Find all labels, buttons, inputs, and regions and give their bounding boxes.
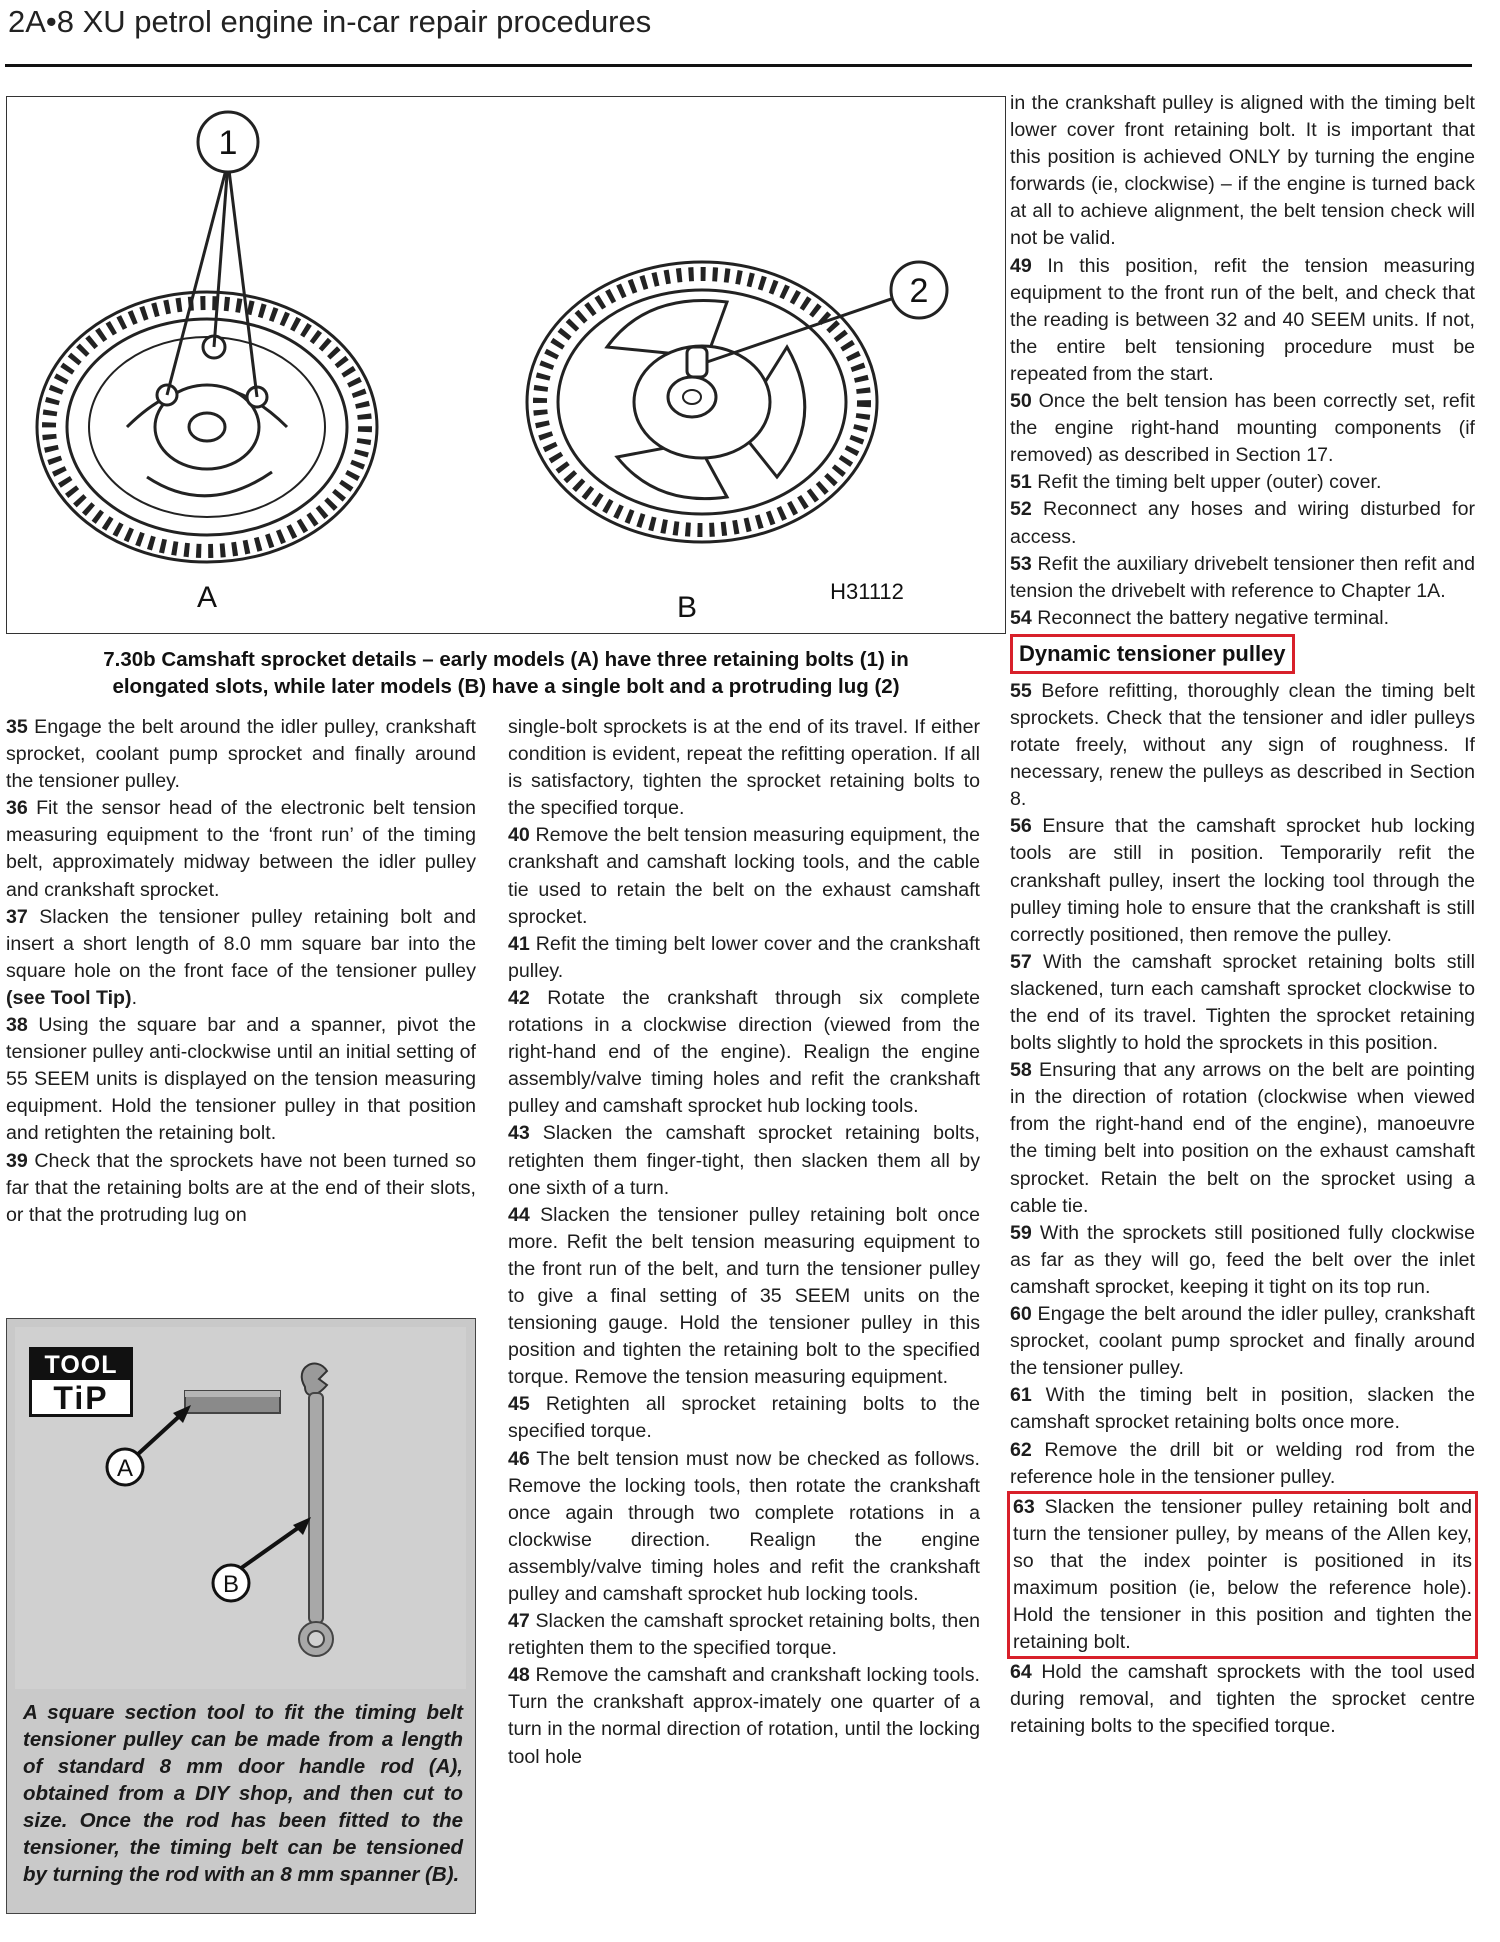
step-text: Using the square bar and a spanner, pivot the tensioner pulley anti-clockwise until an initial setting of 55 SEEM units is displayed on the tension measuring equipment. Hold the tensioner pulley in that position and retighten the retaining bolt. xyxy=(6,1014,476,1145)
callout-2: 2 xyxy=(909,272,929,310)
tool-tip-badge xyxy=(29,1347,133,1417)
step-text: Refit the timing belt lower cover and the crankshaft pulley. xyxy=(508,932,980,982)
step-number: 39 xyxy=(6,1149,28,1172)
paragraph xyxy=(6,904,476,1012)
paragraph xyxy=(6,714,476,795)
step-text: With the timing belt in position, slacken the camshaft sprocket retaining bolts once more. xyxy=(1010,1384,1475,1434)
paragraph xyxy=(508,1391,980,1445)
label-a: A xyxy=(196,581,218,614)
paragraph xyxy=(1010,1382,1475,1436)
step-text: in the crankshaft pulley is aligned with the timing belt lower cover front retaining bolt. It is important that this position is achieved ONLY by turning the engine forwards (ie, clockwise) – if the engine is turned back at all to achieve alignment, the belt tension check will not be valid. xyxy=(1010,92,1475,250)
step-text: With the camshaft sprocket retaining bolts still slackened, turn each camshaft sprocket clockwise to the end of its travel. Tighten the sprocket retaining bolts slightly to hold the sprockets in this position. xyxy=(1010,950,1475,1055)
step-text: Ensure that the camshaft sprocket hub locking tools are still in position. Temporarily refit the crankshaft pulley, insert the locking tool through the pulley timing hole to ensure that the crankshaft is still correctly positioned, then remove the pulley. xyxy=(1010,815,1475,946)
tool-label-b: B xyxy=(222,1571,240,1598)
paragraph xyxy=(6,1148,476,1229)
step-text: Refit the auxiliary drivebelt tensioner then refit and tension the drivebelt with reference to Chapter 1A. xyxy=(1010,552,1475,602)
paragraph xyxy=(1010,90,1475,253)
tool-tip-box xyxy=(6,1318,476,1914)
paragraph xyxy=(1010,678,1475,813)
step-number: 55 xyxy=(1010,679,1032,702)
step-text: Remove the belt tension measuring equipment, the crankshaft and camshaft locking tools, and the cable tie used to retain the belt on the exhaust camshaft sprocket. xyxy=(508,824,980,928)
step-number: 60 xyxy=(1010,1303,1032,1326)
step-number: 38 xyxy=(6,1014,28,1037)
step-text: Engage the belt around the idler pulley, crankshaft sprocket, coolant pump sprocket and finally around the tensioner pulley. xyxy=(1010,1303,1475,1380)
step-text: With the sprockets still positioned fully clockwise as far as they will go, feed the belt over the inlet camshaft sprocket, keeping it tight on its top run. xyxy=(1010,1221,1475,1298)
step-text: Slacken the tensioner pulley retaining bolt once more. Refit the belt tension measuring equipment to the front run of the belt, and turn the tensioner pulley to give a final setting of 35 SEEM units on the tensioning gauge. Hold the tensioner pulley in this position and tighten the retaining bolt to the specified torque. Remove the tension measuring equipment. xyxy=(508,1203,980,1389)
text-column-1 xyxy=(6,714,476,1229)
step-number: 42 xyxy=(508,986,530,1009)
step-number: 58 xyxy=(1010,1059,1032,1082)
step-text: Check that the sprockets have not been turned so far that the retaining bolts are at the end of their slots, or that the protruding lug on xyxy=(6,1149,476,1226)
tool-tip-text: A square section tool to fit the timing belt tensioner pulley can be made from a length of standard 8 mm door handle rod (A), obtained from a DIY shop, and then cut to size. Once the rod has been fitted to the tensioner, the timing belt can be tensioned by turning the rod with an 8 mm spanner (B). xyxy=(23,1701,463,1886)
step-text: Slacken the camshaft sprocket retaining bolts, retighten them finger-tight, then slacken them all by one sixth of a turn. xyxy=(508,1122,980,1199)
step-number: 50 xyxy=(1010,390,1032,413)
step-text: Refit the timing belt upper (outer) cover. xyxy=(1031,471,1382,494)
step-number: 52 xyxy=(1010,498,1032,521)
paragraph xyxy=(508,1446,980,1609)
paragraph xyxy=(508,822,980,930)
paragraph xyxy=(1010,551,1475,605)
step-number: 37 xyxy=(6,905,28,928)
step-text: Reconnect the battery negative terminal. xyxy=(1031,606,1390,629)
paragraph xyxy=(1010,949,1475,1057)
paragraph xyxy=(1010,1301,1475,1382)
step-number: 63 xyxy=(1013,1495,1035,1518)
paragraph xyxy=(508,1608,980,1662)
step-number: 59 xyxy=(1010,1221,1032,1244)
step-text: single-bolt sprockets is at the end of its travel. If either condition is evident, repeat the refitting operation. If all is satisfactory, tighten the sprocket retaining bolts to the specified torque. xyxy=(508,716,980,820)
step-text: The belt tension must now be checked as follows. Remove the locking tools, then rotate the crankshaft once again through two complete rotations in a clockwise direction. Realign the engine assembly/valve timing holes and refit the crankshaft pulley and camshaft sprocket hub locking tools. xyxy=(508,1447,980,1605)
step-text: Slacken the tensioner pulley retaining bolt and insert a short length of 8.0 mm square bar into the square hole on the front face of the tensioner pulley xyxy=(6,905,476,982)
tool-tip-photo xyxy=(15,1327,466,1689)
tool-tip-badge-bottom: TiP xyxy=(53,1380,109,1416)
paragraph xyxy=(508,931,980,985)
step-text: Rotate the crankshaft through six complete rotations in a clockwise direction (viewed from the right-hand end of the engine). Realign the engine assembly/valve timing holes and refit the crankshaft pulley and camshaft sprocket hub locking tools. xyxy=(508,986,980,1118)
text-column-2 xyxy=(508,714,980,1771)
label-b: B xyxy=(676,591,698,624)
step-number: 41 xyxy=(508,932,530,955)
step-text: In this position, refit the tension measuring equipment to the front run of the belt, and check that the reading is between 32 and 40 SEEM units. If not, the entire belt tensioning procedure must be repeated from the start. xyxy=(1010,254,1475,385)
sprocket-b-drawing xyxy=(527,262,947,542)
header-rule xyxy=(5,64,1472,67)
paragraph xyxy=(1010,1437,1475,1491)
step-number: 44 xyxy=(508,1203,530,1226)
step-text: Once the belt tension has been correctly set, refit the engine right-hand mounting components (if removed) as described in Section 17. xyxy=(1010,390,1475,467)
step-text: Remove the camshaft and crankshaft locking tools. Turn the crankshaft approx-imately one quarter of a turn in the normal direction of rotation, until the locking tool hole xyxy=(508,1664,980,1768)
step-number: 54 xyxy=(1010,606,1032,629)
figure-caption xyxy=(8,646,1004,700)
paragraph xyxy=(1013,1494,1472,1657)
step-text: Hold the camshaft sprockets with the tool used during removal, and tighten the sprocket centre retaining bolts to the specified torque. xyxy=(1010,1661,1475,1738)
sprocket-figure xyxy=(6,96,1006,634)
caption-line-1: 7.30b Camshaft sprocket details – early models (A) have three retaining bolts (1) in xyxy=(103,648,909,671)
step-number: 45 xyxy=(508,1393,530,1416)
section-heading-dynamic-tensioner-pulley: Dynamic tensioner pulley xyxy=(1010,634,1295,674)
paragraph xyxy=(1010,1057,1475,1220)
sprocket-illustration xyxy=(7,97,1007,635)
tool-tip-badge-top: TOOL xyxy=(32,1350,130,1380)
step-text: Reconnect any hoses and wiring disturbed for access. xyxy=(1010,498,1475,548)
caption-line-2: elongated slots, while later models (B) have a single bolt and a protruding lug (2) xyxy=(112,675,900,698)
step-text-tail: . xyxy=(131,986,138,1009)
paragraph xyxy=(1010,469,1475,496)
step-number: 48 xyxy=(508,1664,530,1687)
paragraph xyxy=(6,1012,476,1147)
step-number: 57 xyxy=(1010,950,1032,973)
step-text: Fit the sensor head of the electronic belt tension measuring equipment to the ‘front run’ of the timing belt, approximately midway between the idler pulley and crankshaft sprocket. xyxy=(6,797,476,901)
paragraph xyxy=(508,1662,980,1770)
step-number: 61 xyxy=(1010,1384,1032,1407)
step-number: 56 xyxy=(1010,815,1032,838)
paragraph xyxy=(508,985,980,1120)
highlighted-step-63 xyxy=(1007,1491,1478,1660)
paragraph xyxy=(1010,813,1475,948)
paragraph xyxy=(1010,1659,1475,1740)
paragraph xyxy=(508,1120,980,1201)
step-text: Ensuring that any arrows on the belt are pointing in the direction of rotation (clockwise when viewed from the right-hand end of the engine), manoeuvre the timing belt into position on the exhaust camshaft sprocket. Retain the belt on the sprocket using a cable tie. xyxy=(1010,1059,1475,1217)
step-number: 47 xyxy=(508,1610,530,1633)
paragraph xyxy=(1010,496,1475,550)
step-text: Slacken the tensioner pulley retaining bolt and turn the tensioner pulley, by means of the Allen key, so that the index pointer is positioned in its maximum position (ie, below the reference hole). Hold the tensioner in this position and tighten the retaining bolt. xyxy=(1013,1495,1472,1654)
step-text: Remove the drill bit or welding rod from the reference hole in the tensioner pulley. xyxy=(1010,1438,1475,1488)
step-number: 49 xyxy=(1010,254,1032,277)
tool-label-a: A xyxy=(116,1455,134,1482)
step-text: Slacken the camshaft sprocket retaining bolts, then retighten them to the specified torque. xyxy=(508,1610,980,1660)
step-text: Engage the belt around the idler pulley, crankshaft sprocket, coolant pump sprocket and finally around the tensioner pulley. xyxy=(6,716,476,793)
step-number: 40 xyxy=(508,824,530,847)
step-number: 43 xyxy=(508,1122,530,1145)
paragraph xyxy=(6,795,476,903)
paragraph xyxy=(1010,388,1475,469)
step-number: 53 xyxy=(1010,552,1032,575)
step-number: 51 xyxy=(1010,471,1032,494)
step-number: 64 xyxy=(1010,1661,1032,1684)
step-text: Retighten all sprocket retaining bolts to the specified torque. xyxy=(508,1393,980,1443)
text-column-3 xyxy=(1010,90,1475,1741)
step-number: 35 xyxy=(6,716,28,738)
sprocket-a-drawing xyxy=(37,112,377,562)
callout-1: 1 xyxy=(218,124,238,162)
page-header-title: 2A•8 XU petrol engine in-car repair procedures xyxy=(8,4,652,39)
step-text: Before refitting, thoroughly clean the timing belt sprockets. Check that the tensioner and idler pulleys rotate freely, without any sign of roughness. If necessary, renew the pulleys as described in Section 8. xyxy=(1010,679,1475,811)
step-number: 62 xyxy=(1010,1438,1032,1461)
tool-tip-reference: (see Tool Tip) xyxy=(6,986,132,1009)
paragraph xyxy=(508,1202,980,1392)
paragraph xyxy=(1010,253,1475,388)
figure-ref-number: H31112 xyxy=(830,579,904,604)
step-number: 46 xyxy=(508,1447,530,1470)
paragraph xyxy=(1010,605,1475,632)
paragraph xyxy=(508,714,980,822)
paragraph xyxy=(1010,1220,1475,1301)
step-number: 36 xyxy=(6,797,28,820)
